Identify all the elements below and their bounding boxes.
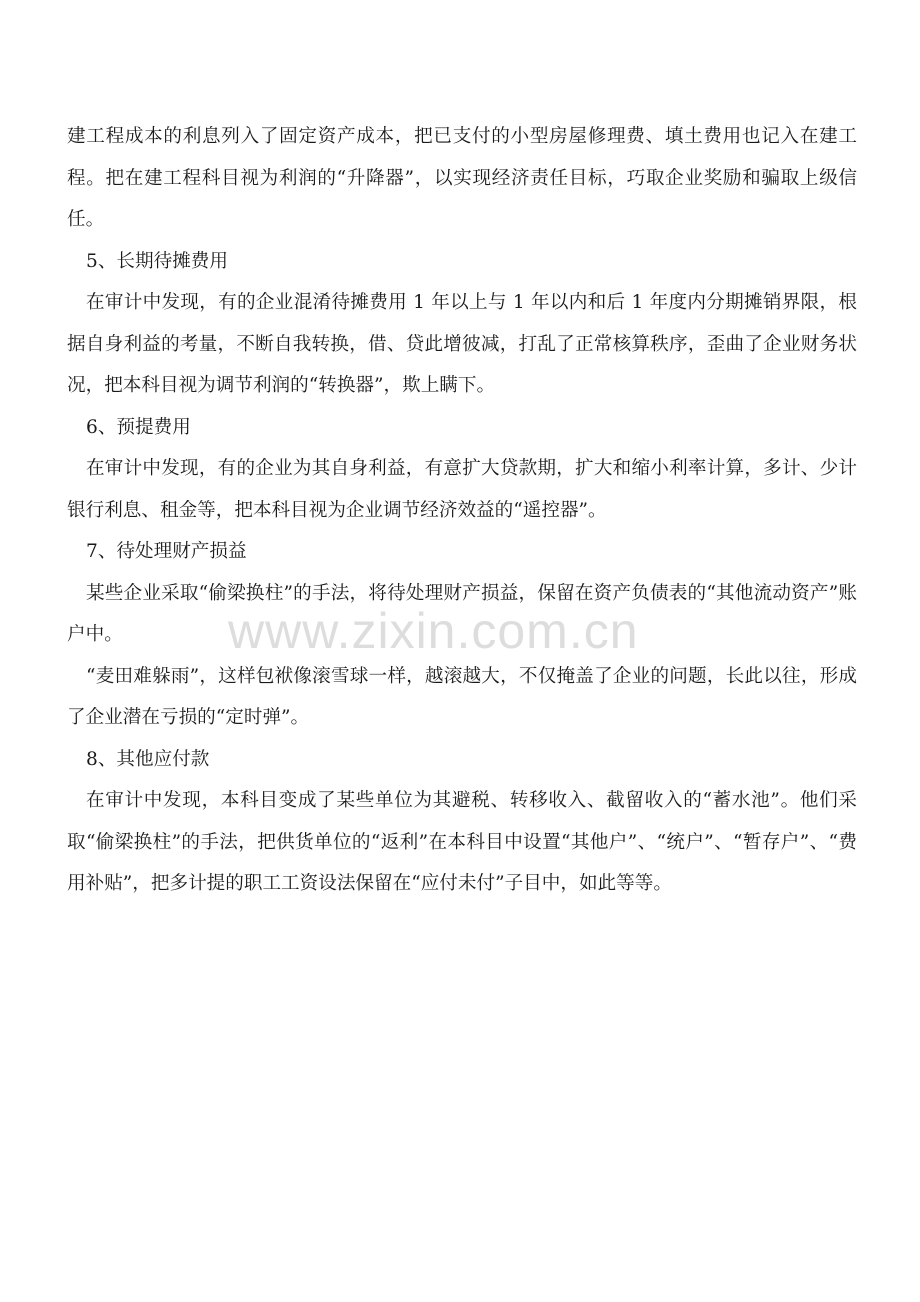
heading-pending-property-losses: 7、待处理财产损益 bbox=[86, 541, 247, 562]
paragraph-other-payables: 在审计中发现，本科目变成了某些单位为其避税、转移收入、截留收入的“蓄水池”。他们采取“偷梁换柱”的手法，把供货单位的“返利”在本科目中设置“其他户”、“统户”、“暂存户”、“费用补贴”，把多计提的职工工资设法保留在“应付未付”子目中，如此等等。 bbox=[67, 790, 857, 894]
paragraph-hidden-losses: “麦田难躲雨”，这样包袱像滚雪球一样，越滚越大，不仅掩盖了企业的问题，长此以往，形成了企业潜在亏损的“定时弹”。 bbox=[67, 665, 857, 728]
document-page bbox=[67, 116, 857, 905]
paragraph-pending-property-losses: 某些企业采取“偷梁换柱”的手法，将待处理财产损益，保留在资产负债表的“其他流动资产”账户中。 bbox=[67, 582, 857, 645]
heading-long-term-deferred-expenses: 5、长期待摊费用 bbox=[86, 250, 228, 272]
paragraph-deferred-expenses: 在审计中发现，有的企业混淆待摊费用 1 年以上与 1 年以内和后 1 年度内分期摊销界限，根据自身利益的考量，不断自我转换，借、贷此增彼减，打乱了正常核算秩序，歪曲了企业财务状况，把本科目视为调节利润的“转换器”，欺上瞒下。 bbox=[67, 292, 857, 396]
heading-other-payables: 8、其他应付款 bbox=[86, 748, 210, 770]
watermark-text: www.zixin.com.cn bbox=[228, 603, 639, 659]
paragraph-construction-cost: 建工程成本的利息列入了固定资产成本，把已支付的小型房屋修理费、填土费用也记入在建工程。把在建工程科目视为利润的“升降器”，以实现经济责任目标，巧取企业奖励和骗取上级信任。 bbox=[67, 126, 857, 230]
paragraph-accrued-expenses: 在审计中发现，有的企业为其自身利益，有意扩大贷款期，扩大和缩小利率计算，多计、少计银行利息、租金等，把本科目视为企业调节经济效益的“遥控器”。 bbox=[67, 458, 857, 521]
heading-accrued-expenses: 6、预提费用 bbox=[86, 416, 191, 438]
